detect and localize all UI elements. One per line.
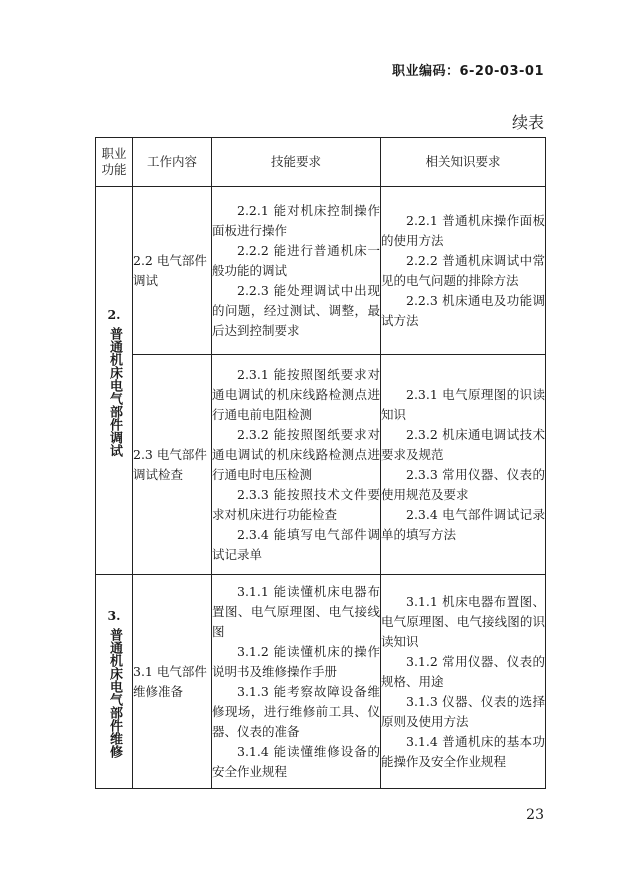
knowledge-item: 2.2.1 普通机床操作面板的使用方法	[381, 212, 545, 248]
table-row	[96, 575, 546, 789]
table-row	[96, 355, 546, 575]
skills-cell	[212, 187, 381, 355]
header-function-line2: 功能	[101, 162, 127, 177]
knowledge-cell	[381, 575, 546, 789]
knowledge-item: 3.1.4 普通机床的基本功能操作及安全作业规程	[381, 733, 545, 769]
knowledge-item: 2.3.3 常用仪器、仪表的使用规范及要求	[381, 466, 545, 502]
header-function	[96, 138, 133, 187]
skill-item: 2.3.3 能按照技术文件要求对机床进行功能检查	[212, 486, 380, 522]
skill-item: 2.2.1 能对机床控制操作面板进行操作	[212, 202, 380, 238]
knowledge-item: 2.3.1 电气原理图的识读知识	[381, 386, 545, 422]
skills-table	[95, 137, 546, 789]
knowledge-item: 2.2.3 机床通电及功能调试方法	[381, 292, 545, 328]
function-name: 普通机床电气部件维修	[107, 627, 122, 758]
skill-item: 2.2.3 能处理调试中出现的问题，经过测试、调整，最后达到控制要求	[212, 282, 380, 338]
function-name: 普通机床电气部件调试	[107, 326, 122, 457]
skills-cell	[212, 575, 381, 789]
knowledge-item: 2.2.2 普通机床调试中常见的电气问题的排除方法	[381, 252, 545, 288]
function-cell	[96, 575, 133, 789]
skill-item: 3.1.1 能读懂机床电器布置图、电气原理图、电气接线图	[212, 583, 380, 639]
knowledge-cell	[381, 187, 546, 355]
knowledge-item: 2.3.2 机床通电调试技术要求及规范	[381, 426, 545, 462]
header-work-content: 工作内容	[133, 138, 212, 187]
work-content-cell: 2.3 电气部件调试检查	[133, 355, 212, 575]
page-number: 23	[526, 807, 544, 823]
function-number: 3.	[107, 607, 121, 623]
knowledge-item: 2.3.4 电气部件调试记录单的填写方法	[381, 506, 545, 542]
header-knowledge: 相关知识要求	[381, 138, 546, 187]
header-function-line1: 职业	[101, 146, 127, 161]
knowledge-item: 3.1.3 仪器、仪表的选择原则及使用方法	[381, 693, 545, 729]
knowledge-cell	[381, 355, 546, 575]
table-header-row	[96, 138, 546, 187]
function-cell	[96, 187, 133, 575]
knowledge-item: 3.1.1 机床电器布置图、电气原理图、电气接线图的识读知识	[381, 593, 545, 649]
skill-item: 2.3.1 能按照图纸要求对通电调试的机床线路检测点进行通电前电阻检测	[212, 366, 380, 422]
skill-item: 2.3.4 能填写电气部件调试记录单	[212, 526, 380, 562]
skill-item: 3.1.3 能考察故障设备维修现场，进行维修前工具、仪器、仪表的准备	[212, 683, 380, 739]
skill-item: 3.1.4 能读懂维修设备的安全作业规程	[212, 743, 380, 779]
skill-item: 2.2.2 能进行普通机床一般功能的调试	[212, 242, 380, 278]
skills-cell	[212, 355, 381, 575]
header-skills: 技能要求	[212, 138, 381, 187]
skill-item: 3.1.2 能读懂机床的操作说明书及维修操作手册	[212, 643, 380, 679]
work-content-cell: 2.2 电气部件调试	[133, 187, 212, 355]
function-number: 2.	[107, 306, 121, 322]
knowledge-item: 3.1.2 常用仪器、仪表的规格、用途	[381, 653, 545, 689]
skill-item: 2.3.2 能按照图纸要求对通电调试的机床线路检测点进行通电时电压检测	[212, 426, 380, 482]
continued-label: 续表	[511, 113, 544, 132]
table-row	[96, 187, 546, 355]
occupation-code: 职业编码：6-20-03-01	[391, 64, 544, 79]
work-content-cell: 3.1 电气部件维修准备	[133, 575, 212, 789]
